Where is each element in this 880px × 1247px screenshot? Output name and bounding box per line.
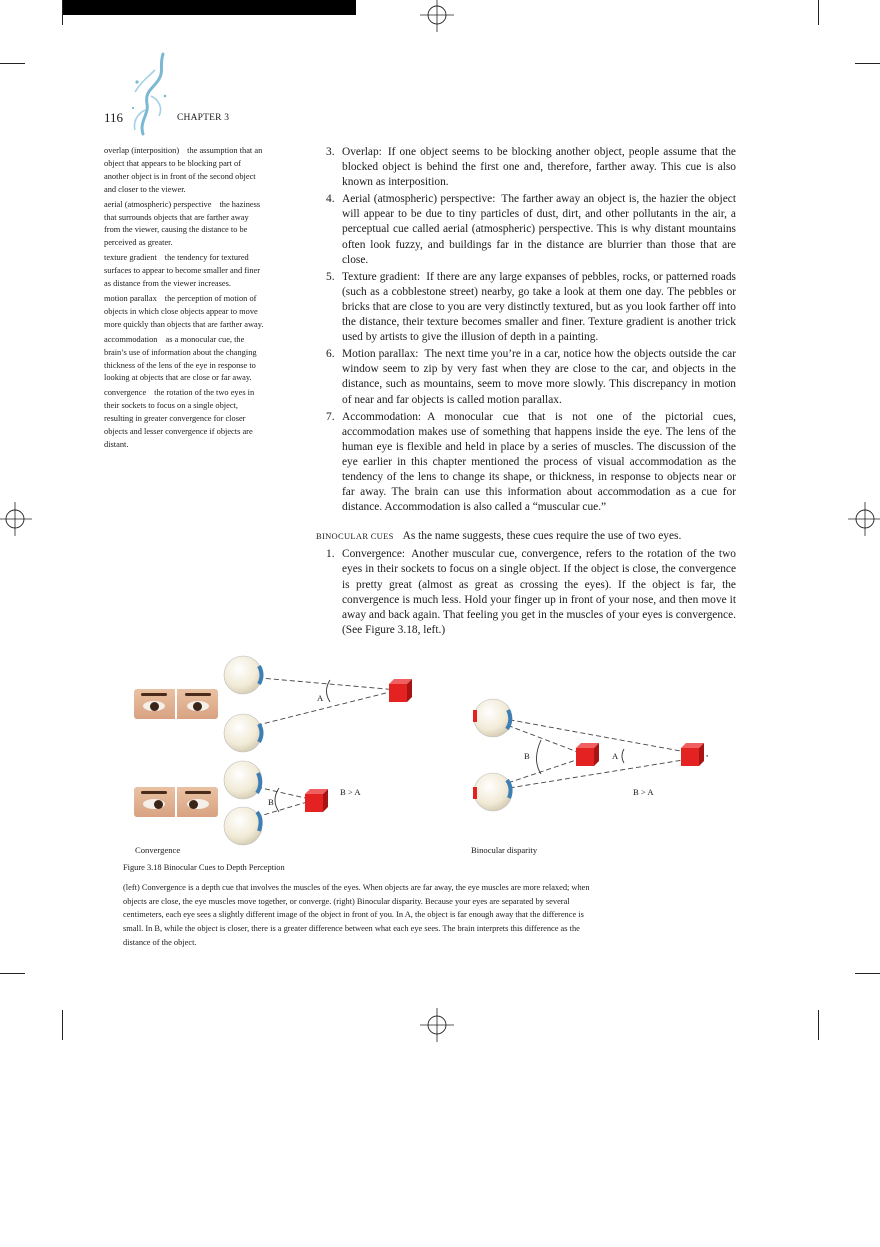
glossary-entry xyxy=(104,293,266,332)
item-number: 1. xyxy=(326,548,335,561)
glossary-definition: the tendency for textured surfaces to appear to become smaller and finer as distance from the viewer increases. xyxy=(104,253,261,289)
binocular-intro xyxy=(316,529,736,544)
list-item xyxy=(316,192,736,267)
cube-icon xyxy=(576,743,599,766)
list-item xyxy=(316,270,736,345)
label-b-gt-a: B > A xyxy=(633,787,654,797)
list-item xyxy=(316,547,736,638)
crop-mark xyxy=(62,0,63,25)
glossary-term: overlap (interposition) xyxy=(104,146,180,155)
item-heading: Texture gradient: xyxy=(342,270,421,283)
left-panel-label: Convergence xyxy=(135,845,181,855)
glossary-entry xyxy=(104,145,266,197)
crop-mark xyxy=(855,63,880,64)
label-a: A xyxy=(612,751,619,761)
glossary-entry xyxy=(104,334,266,386)
cube-icon xyxy=(389,679,412,702)
eye-icon xyxy=(224,656,262,694)
chapter-label: CHAPTER 3 xyxy=(177,113,230,123)
cube-icon xyxy=(681,743,704,766)
crop-mark xyxy=(0,973,25,974)
glossary-definition: the haziness that surrounds objects that are farther away from the viewer, causing the distance to be perceived as greater. xyxy=(104,199,261,248)
crop-mark xyxy=(62,1010,63,1040)
crop-mark xyxy=(818,1010,819,1040)
label-a: A xyxy=(317,693,324,703)
item-text: If there are any large expanses of pebbles, rocks, or patterned roads (such as a cobblestone street) nearby, go take a look at them one day. The pebbles or bricks that are close to you are very distinctly textured, but as you look farther off into the distance, their texture becomes smaller and finer. Texture gradient is another trick used by artists to give the illusion of depth in a painting. xyxy=(342,270,736,344)
item-number: 7. xyxy=(326,410,335,423)
glossary-term: texture gradient xyxy=(104,253,157,263)
glossary-term: accommodation xyxy=(104,334,158,344)
caption-text: (left) Convergence is a depth cue that involves the muscles of the eyes. When objects are far away, the eye muscles are more relaxed; when objects are close, the eye muscles move together, or converge. (right) Binocular disparity. Because your eyes are separated by several centimeters, each eye sees a slightly different image of the object in front of you. In A, the object is far enough away that the difference is small. In B, while the object is closer, there is a greater difference between what each eye sees. The brain interprets this difference as the distance of the object. xyxy=(123,882,590,947)
glossary-definition: as a monocular cue, the brain’s use of information about the changing thickness of the lens of the eye in response to looking at objects that are close or far away. xyxy=(104,334,257,383)
top-bar xyxy=(62,0,356,15)
figure-caption xyxy=(123,861,593,950)
list-item xyxy=(316,347,736,407)
convergence-diagram xyxy=(224,656,412,845)
section-label: BINOCULAR CUES xyxy=(316,531,394,542)
eye-icon xyxy=(224,714,262,752)
label-b-gt-a: B > A xyxy=(340,787,361,797)
eye-icon xyxy=(474,773,512,811)
item-number: 5. xyxy=(326,270,335,283)
caption-title: Figure 3.18 Binocular Cues to Depth Perception xyxy=(123,863,285,872)
item-heading: Accommodation: xyxy=(342,410,422,423)
retina-image xyxy=(473,710,477,722)
eye-icon xyxy=(474,699,512,737)
item-number: 4. xyxy=(326,193,335,206)
item-text: If one object seems to be blocking another object, people assume that the blocked object is behind the first one and, therefore, farther away. This cue is also known as interposition. xyxy=(342,146,736,189)
glossary-entry xyxy=(104,199,266,251)
item-heading: Aerial (atmospheric) perspective: xyxy=(342,193,496,206)
label-b: B xyxy=(524,751,530,761)
angle-arc xyxy=(327,680,331,702)
item-text: The next time you’re in a car, notice how the objects outside the car window seem to zip by very fast when they are close to the car, and objects in the distance, such as mountains, seem to move more slowly. This discrepancy in motion of near and far objects is called motion parallax. xyxy=(342,348,736,406)
item-heading: Motion parallax: xyxy=(342,348,419,361)
figure-diagram xyxy=(118,648,730,860)
glossary-definition: the perception of motion of objects in which close objects appear to move more quickly than objects that are farther away. xyxy=(104,293,264,329)
label-b: B xyxy=(268,797,274,807)
angle-arc xyxy=(622,749,624,763)
right-panel-label: Binocular disparity xyxy=(471,845,538,855)
glossary-entry xyxy=(104,387,266,452)
registration-mark-icon xyxy=(420,1008,454,1042)
item-heading: Overlap: xyxy=(342,146,382,158)
glossary-column xyxy=(104,145,266,454)
item-text: A monocular cue that is not one of the pictorial cues, accommodation makes use of something that happens inside the eye. The lens of the human eye is flexible and held in place by a series of muscles. The discussion of the eye earlier in this chapter mentioned the process of visual accommodation as the tendency of the lens to change its shape, or thickness, in response to objects near or far away. The brain can use this information about accommodation as a cue for distance. Accommodation is also called a “muscular cue.” xyxy=(342,410,736,514)
item-number: 6. xyxy=(326,348,335,361)
list-item xyxy=(316,410,736,516)
glossary-definition: the assumption that an object that appears to be blocking part of another object is in front of the second object and closer to the viewer. xyxy=(104,146,263,194)
registration-mark-icon xyxy=(848,502,880,536)
glossary-term: motion parallax xyxy=(104,293,157,303)
glossary-definition: the rotation of the two eyes in their sockets to focus on a single object, resulting in greater convergence for closer objects and lesser convergence if objects are distant. xyxy=(104,388,255,449)
glossary-entry xyxy=(104,252,266,291)
item-text: Another muscular cue, convergence, refers to the rotation of the two eyes in their sockets to focus on a single object. If the object is close, the convergence is pretty great (almost as great as crossing the eyes). If the object is far, the convergence is much less. Hold your finger up in front of your nose, and then move it away and back again. That feeling you get in the muscles of your eyes is convergence. (See Figure 3.18, left.) xyxy=(342,548,736,636)
item-text: The farther away an object is, the hazier the object will appear to be due to tiny particles of dust, dirt, and other pollutants in the air, a perceptual cue called aerial (atmospheric) perspective. This is why distant mountains often look fuzzy, and buildings far in the distance are blurrier than those that are close. xyxy=(342,193,736,266)
registration-mark-icon xyxy=(0,502,32,536)
water-splash-icon xyxy=(125,52,175,136)
disparity-diagram xyxy=(473,699,708,811)
list-item xyxy=(316,145,736,190)
angle-arc xyxy=(537,740,542,774)
figure-3-18 xyxy=(118,648,730,860)
retina-image xyxy=(473,787,477,799)
item-number: 3. xyxy=(326,146,335,158)
crop-mark xyxy=(0,63,25,64)
glossary-term: aerial (atmospheric) perspective xyxy=(104,199,212,209)
section-intro: As the name suggests, these cues require the use of two eyes. xyxy=(402,530,682,543)
main-text xyxy=(316,145,736,640)
crop-mark xyxy=(855,973,880,974)
registration-mark-icon xyxy=(420,0,454,32)
eye-icon xyxy=(224,761,262,799)
item-heading: Convergence: xyxy=(342,548,406,561)
page-number: 116 xyxy=(104,110,124,125)
cube-icon xyxy=(305,789,328,812)
crop-mark xyxy=(818,0,819,25)
glossary-term: convergence xyxy=(104,388,147,398)
